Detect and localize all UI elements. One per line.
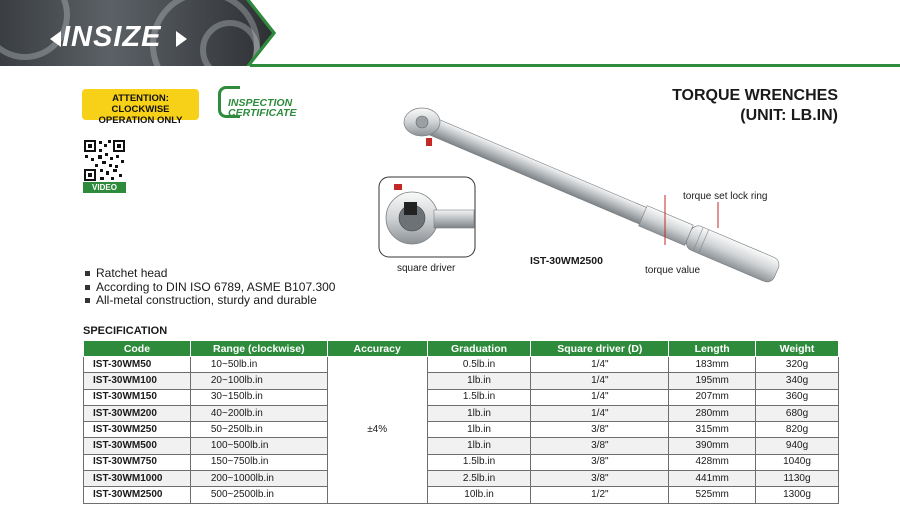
cell-square-driver: 1/4" <box>531 373 669 389</box>
cell-length: 428mm <box>669 454 756 470</box>
cell-weight: 680g <box>756 405 839 421</box>
logo-left-arrow-icon <box>50 31 61 47</box>
brand-logo: INSIZE <box>62 21 162 53</box>
cell-range: 20~100lb.in <box>190 373 327 389</box>
video-tag[interactable]: VIDEO <box>83 182 126 193</box>
qr-code-icon[interactable] <box>83 139 126 182</box>
cell-range: 100~500lb.in <box>190 438 327 454</box>
cell-length: 183mm <box>669 357 756 373</box>
cell-length: 390mm <box>669 438 756 454</box>
column-header-graduation: Graduation <box>427 341 531 357</box>
cell-weight: 1130g <box>756 471 839 487</box>
cell-square-driver: 3/8" <box>531 422 669 438</box>
cell-graduation: 0.5lb.in <box>427 357 531 373</box>
cell-accuracy: ±4% <box>327 357 427 504</box>
cell-code: IST-30WM750 <box>84 454 191 470</box>
cell-length: 207mm <box>669 389 756 405</box>
cell-code: IST-30WM500 <box>84 438 191 454</box>
cell-weight: 820g <box>756 422 839 438</box>
cell-length: 315mm <box>669 422 756 438</box>
callout-lock-ring: torque set lock ring <box>683 191 768 202</box>
callout-square-driver: square driver <box>397 263 456 274</box>
table-header-row <box>84 341 839 357</box>
cell-graduation: 2.5lb.in <box>427 471 531 487</box>
cell-range: 150~750lb.in <box>190 454 327 470</box>
cell-graduation: 10lb.in <box>427 487 531 503</box>
column-header-accuracy: Accuracy <box>327 341 427 357</box>
table-row <box>84 438 839 454</box>
cell-range: 50~250lb.in <box>190 422 327 438</box>
cell-weight: 940g <box>756 438 839 454</box>
torque-wrench-illustration <box>370 100 850 290</box>
cell-code: IST-30WM100 <box>84 373 191 389</box>
cell-square-driver: 3/8" <box>531 471 669 487</box>
table-row <box>84 487 839 503</box>
cell-code: IST-30WM2500 <box>84 487 191 503</box>
cell-code: IST-30WM50 <box>84 357 191 373</box>
table-row <box>84 357 839 373</box>
cell-square-driver: 3/8" <box>531 454 669 470</box>
banner-divider <box>250 64 900 67</box>
specification-heading: SPECIFICATION <box>83 325 168 337</box>
model-label: IST-30WM2500 <box>530 255 603 267</box>
cell-weight: 360g <box>756 389 839 405</box>
table-row <box>84 454 839 470</box>
header-banner <box>0 0 900 68</box>
cell-graduation: 1lb.in <box>427 373 531 389</box>
feature-list <box>82 267 335 308</box>
cell-range: 500~2500lb.in <box>190 487 327 503</box>
column-header-length: Length <box>669 341 756 357</box>
cell-graduation: 1.5lb.in <box>427 389 531 405</box>
table-row <box>84 389 839 405</box>
cell-length: 441mm <box>669 471 756 487</box>
title-line-2: (UNIT: LB.IN) <box>740 107 838 124</box>
table-row <box>84 405 839 421</box>
attention-badge <box>82 89 199 126</box>
feature-item: All-metal construction, sturdy and durable <box>82 294 335 308</box>
cell-code: IST-30WM1000 <box>84 471 191 487</box>
title-line-1: TORQUE WRENCHES <box>672 87 838 104</box>
attention-line-2: OPERATION ONLY <box>98 115 183 126</box>
cell-weight: 340g <box>756 373 839 389</box>
table-row <box>84 471 839 487</box>
cell-length: 195mm <box>669 373 756 389</box>
cell-code: IST-30WM200 <box>84 405 191 421</box>
cell-weight: 1300g <box>756 487 839 503</box>
cell-square-driver: 3/8" <box>531 438 669 454</box>
cell-weight: 320g <box>756 357 839 373</box>
logo-right-arrow-icon <box>176 31 187 47</box>
cert-line-2: CERTIFICATE <box>228 107 297 119</box>
cell-graduation: 1.5lb.in <box>427 454 531 470</box>
cell-length: 280mm <box>669 405 756 421</box>
cell-weight: 1040g <box>756 454 839 470</box>
cell-graduation: 1lb.in <box>427 422 531 438</box>
cell-code: IST-30WM150 <box>84 389 191 405</box>
cell-length: 525mm <box>669 487 756 503</box>
table-row <box>84 373 839 389</box>
cell-graduation: 1lb.in <box>427 438 531 454</box>
column-header-range: Range (clockwise) <box>190 341 327 357</box>
feature-item: Ratchet head <box>82 267 335 281</box>
cert-line-1: INSPECTION <box>228 97 293 109</box>
column-header-square-driver: Square driver (D) <box>531 341 669 357</box>
column-header-code: Code <box>84 341 191 357</box>
cell-square-driver: 1/4" <box>531 357 669 373</box>
cell-range: 200~1000lb.in <box>190 471 327 487</box>
column-header-weight: Weight <box>756 341 839 357</box>
cell-range: 40~200lb.in <box>190 405 327 421</box>
specification-table <box>83 340 839 504</box>
cell-graduation: 1lb.in <box>427 405 531 421</box>
callout-torque-value: torque value <box>645 265 701 276</box>
feature-item: According to DIN ISO 6789, ASME B107.300 <box>82 281 335 295</box>
inspection-certificate-badge <box>216 86 324 122</box>
cell-code: IST-30WM250 <box>84 422 191 438</box>
attention-line-1: ATTENTION: CLOCKWISE <box>111 93 170 115</box>
table-row <box>84 422 839 438</box>
cell-range: 10~50lb.in <box>190 357 327 373</box>
cell-range: 30~150lb.in <box>190 389 327 405</box>
cell-square-driver: 1/2" <box>531 487 669 503</box>
cell-square-driver: 1/4" <box>531 405 669 421</box>
cell-square-driver: 1/4" <box>531 389 669 405</box>
